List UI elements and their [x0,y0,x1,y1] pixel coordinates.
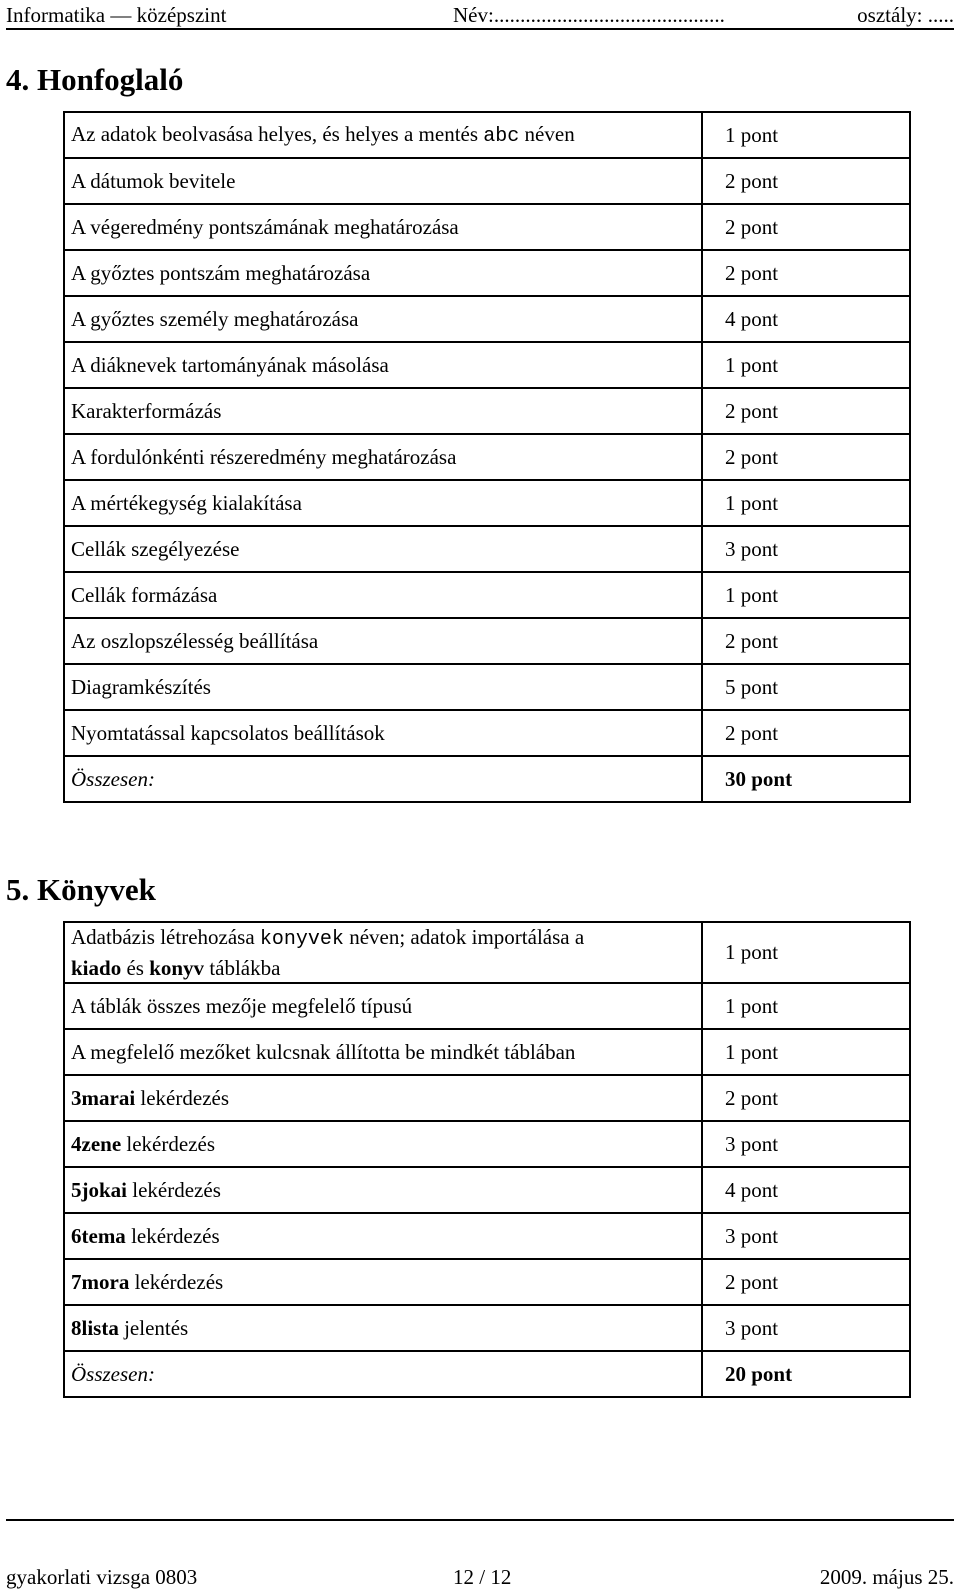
criterion-cell [64,1075,702,1121]
query-name: 4zene [71,1131,122,1156]
total-label: Összesen: [64,1351,702,1397]
header-subject: Informatika — középszint [6,3,227,27]
points-cell: 1 pont [702,572,910,618]
criterion-cell [64,1121,702,1167]
points-cell: 2 pont [702,618,910,664]
total-row [64,1351,910,1397]
criterion-cell: A táblák összes mezője megfelelő típusú [64,983,702,1029]
criterion-cell [64,1213,702,1259]
table-row [64,572,910,618]
page-footer [6,1519,954,1589]
table-row [64,342,910,388]
points-cell: 1 pont [702,112,910,158]
points-cell: 4 pont [702,296,910,342]
table-row [64,296,910,342]
total-points: 20 pont [702,1351,910,1397]
table-row [64,112,910,158]
query-kind: lekérdezés [127,1177,221,1202]
points-cell: 3 pont [702,526,910,572]
total-points: 30 pont [702,756,910,802]
table-row [64,434,910,480]
table-row [64,1213,910,1259]
criterion-cell: Cellák szegélyezése [64,526,702,572]
criterion-text: Adatbázis létrehozása [71,925,260,949]
points-cell: 3 pont [702,1121,910,1167]
points-cell: 2 pont [702,204,910,250]
points-cell: 1 pont [702,1029,910,1075]
table-row [64,1029,910,1075]
criterion-text: néven [519,122,575,146]
criterion-cell [64,1259,702,1305]
criterion-text: táblákba [204,956,281,980]
criterion-code: abc [483,125,520,148]
query-name: 7mora [71,1269,130,1294]
points-cell: 2 pont [702,250,910,296]
points-cell: 2 pont [702,710,910,756]
criterion-cell: Az oszlopszélesség beállítása [64,618,702,664]
query-name: 8lista [71,1315,119,1340]
query-kind: lekérdezés [129,1269,224,1294]
table-name: konyv [149,956,205,980]
table-row [64,204,910,250]
page-header [6,2,954,30]
criterion-cell: A végeredmény pontszámának meghatározása [64,204,702,250]
query-kind: lekérdezés [121,1131,216,1156]
criterion-cell: A mértékegység kialakítása [64,480,702,526]
criterion-code: konyvek [259,928,344,951]
criterion-line-2 [71,954,695,982]
points-cell: 5 pont [702,664,910,710]
points-cell: 1 pont [702,480,910,526]
table-row [64,983,910,1029]
table-row [64,922,910,983]
table-row [64,526,910,572]
criterion-text: Az adatok beolvasása helyes, és helyes a mentés [71,122,484,146]
query-name: 3marai [71,1085,136,1110]
points-cell: 3 pont [702,1305,910,1351]
table-row [64,1259,910,1305]
table-row [64,1075,910,1121]
criterion-cell: A győztes pontszám meghatározása [64,250,702,296]
criterion-cell: Cellák formázása [64,572,702,618]
points-cell: 2 pont [702,1259,910,1305]
criterion-cell [64,1305,702,1351]
section-4-score-table [63,111,911,803]
criterion-line-1 [71,923,695,954]
criterion-cell: Karakterformázás [64,388,702,434]
points-cell: 2 pont [702,434,910,480]
table-row [64,480,910,526]
footer-page-number: 12 / 12 [453,1565,512,1589]
query-name: 6tema [71,1223,126,1248]
criterion-cell [64,922,702,983]
table-row [64,1167,910,1213]
criterion-cell [64,112,702,158]
points-cell: 1 pont [702,342,910,388]
section-5-title: 5. Könyvek [6,872,156,907]
points-cell: 1 pont [702,922,910,983]
points-cell: 1 pont [702,983,910,1029]
criterion-cell: A diáknevek tartományának másolása [64,342,702,388]
criterion-text: és [121,956,150,980]
header-name-field: Név:............................................ [453,3,725,27]
criterion-cell [64,1167,702,1213]
table-name: kiado [71,956,122,980]
points-cell: 4 pont [702,1167,910,1213]
query-kind: jelentés [118,1315,189,1340]
points-cell: 2 pont [702,158,910,204]
total-label: Összesen: [64,756,702,802]
table-row [64,158,910,204]
table-row [64,388,910,434]
table-row [64,710,910,756]
table-row [64,1121,910,1167]
points-cell: 2 pont [702,1075,910,1121]
points-cell: 3 pont [702,1213,910,1259]
criterion-cell: Diagramkészítés [64,664,702,710]
query-kind: lekérdezés [125,1223,220,1248]
total-row [64,756,910,802]
criterion-text: néven; adatok importálása a [343,925,585,949]
table-row [64,664,910,710]
points-cell: 2 pont [702,388,910,434]
criterion-cell: Nyomtatással kapcsolatos beállítások [64,710,702,756]
footer-date: 2009. május 25. [819,1565,954,1589]
query-kind: lekérdezés [135,1085,230,1110]
table-row [64,250,910,296]
criterion-cell: A győztes személy meghatározása [64,296,702,342]
table-row [64,1305,910,1351]
section-5-score-table [63,921,911,1398]
criterion-cell: A fordulónkénti részeredmény meghatározása [64,434,702,480]
table-row [64,618,910,664]
query-name: 5jokai [71,1177,128,1202]
criterion-cell: A dátumok bevitele [64,158,702,204]
footer-exam-code: gyakorlati vizsga 0803 [6,1565,198,1589]
criterion-cell: A megfelelő mezőket kulcsnak állította be mindkét táblában [64,1029,702,1075]
header-class-field: osztály: ..... [857,3,954,27]
section-4-title: 4. Honfoglaló [6,62,184,97]
